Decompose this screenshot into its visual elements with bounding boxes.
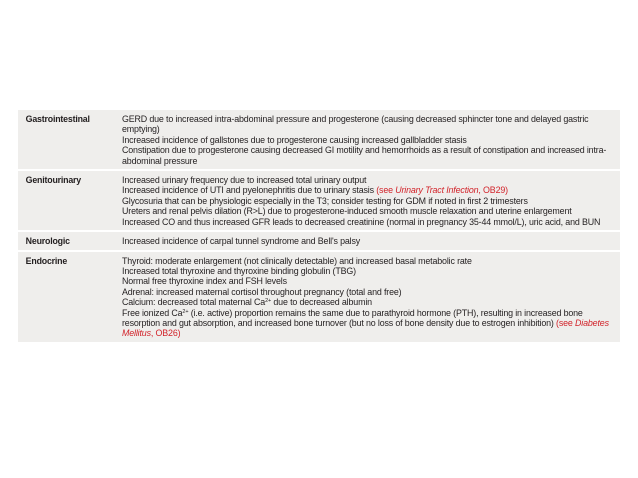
row-label: Endocrine	[25, 255, 68, 266]
list-item: Increased total thyroxine and thyroxine binding globulin (TBG)	[122, 265, 356, 276]
row-body	[118, 110, 620, 169]
list-item-text: Increased incidence of UTI and pyelonephritis due to urinary stasis	[122, 185, 377, 196]
row-body	[118, 171, 620, 230]
row-label: Neurologic	[25, 236, 70, 247]
list-item-text: (i.e. active) proportion remains the same due to parathyroid hormone (PTH), resulting in increased bone resorption and gut absorption, and increased bone turnover (but no loss of bone density due to estrogen inhibition)	[122, 307, 583, 328]
ref-open: (see	[376, 185, 396, 196]
list-item: Constipation due to progesterone causing decreased GI motility and hemorrhoids as a result of constipation and increased intra-abdominal pressure	[122, 145, 607, 166]
list-item: Adrenal: increased maternal cortisol throughout pregnancy (total and free)	[122, 286, 402, 297]
cross-reference-link[interactable]	[376, 185, 508, 195]
ref-title: Urinary Tract Infection	[395, 185, 479, 196]
table-row-neurologic	[18, 232, 620, 252]
table-row-genitourinary	[18, 171, 620, 232]
table-row-endocrine	[18, 252, 620, 344]
list-item: Increased incidence of gallstones due to progesterone causing increased gallbladder stasis	[122, 134, 467, 145]
list-item: Glycosuria that can be physiologic especially in the T3; consider testing for GDM if noted in first 2 trimesters	[122, 195, 528, 206]
list-item: GERD due to increased intra-abdominal pressure and progesterone (causing decreased sphincter tone and delayed gastric emptying)	[122, 114, 589, 135]
list-item: Normal free thyroxine index and FSH levels	[122, 276, 287, 287]
row-body	[118, 252, 620, 342]
row-label: Genitourinary	[25, 175, 82, 186]
list-item-text: Calcium: decreased total maternal Ca	[122, 297, 266, 308]
ref-open: (see	[556, 318, 576, 328]
list-item: Increased urinary frequency due to increased total urinary output	[122, 175, 367, 186]
ref-title: Diabetes Mellitus	[122, 318, 609, 339]
list-item	[122, 185, 614, 195]
list-item: Ureters and renal pelvis dilation (R>L) due to progesterone-induced smooth muscle relaxation and uterine enlargement	[122, 206, 572, 217]
list-item: Thyroid: moderate enlargement (not clinically detectable) and increased basal metabolic rate	[122, 255, 472, 266]
superscript: 2+	[265, 298, 272, 305]
physiologic-changes-table	[18, 110, 620, 344]
list-item-text: due to decreased albumin	[271, 297, 372, 308]
table-row-gastrointestinal	[18, 110, 620, 171]
list-item: Increased incidence of carpal tunnel syndrome and Bell's palsy	[122, 236, 361, 247]
superscript: 2+	[182, 308, 189, 315]
row-body	[118, 232, 620, 250]
list-item-text: Free ionized Ca	[122, 307, 183, 318]
list-item: Increased CO and thus increased GFR leads to decreased creatinine (normal in pregnancy 35-44 mmol/L), uric acid, and BUN	[122, 216, 601, 227]
row-label: Gastrointestinal	[25, 114, 90, 124]
ref-code: , OB29)	[478, 185, 508, 196]
list-item	[122, 297, 614, 307]
list-item	[122, 308, 614, 339]
ref-code: , OB26)	[150, 328, 181, 339]
